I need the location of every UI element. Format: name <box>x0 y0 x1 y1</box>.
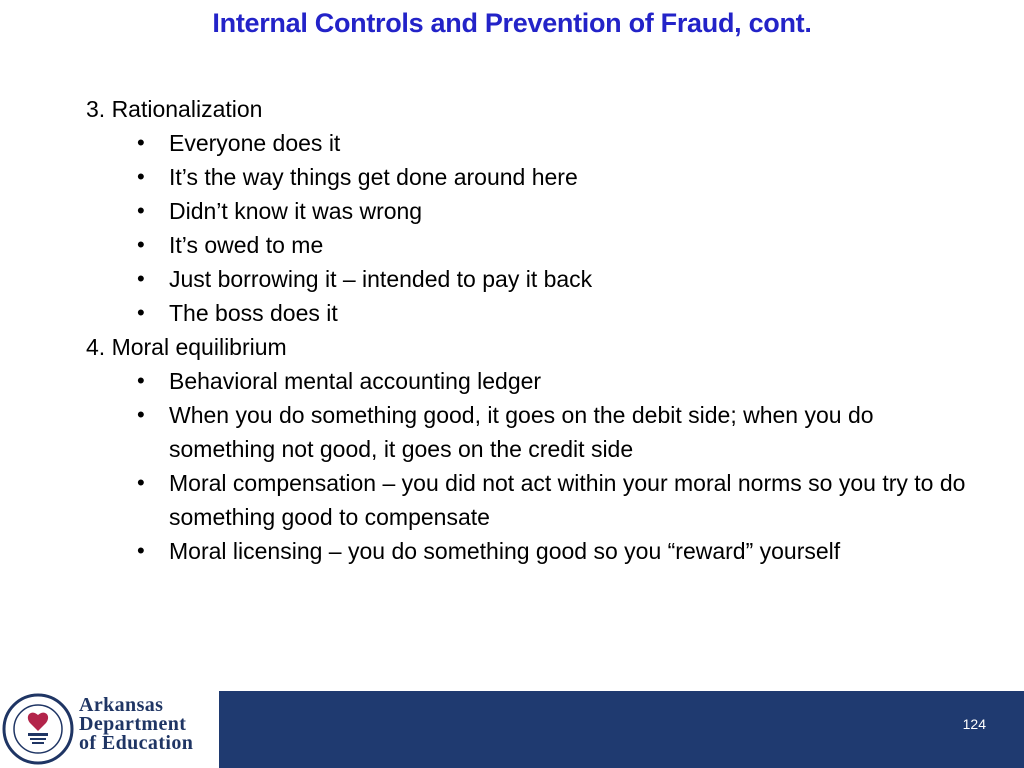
list-item: • Just borrowing it – intended to pay it back <box>169 262 966 296</box>
section-rationalization <box>86 92 966 330</box>
bullet-icon: • <box>137 164 145 189</box>
section-heading: 4. Moral equilibrium <box>86 334 287 360</box>
list-item: • When you do something good, it goes on the debit side; when you do something not good, it goes on the credit side <box>169 398 966 466</box>
bullet-icon: • <box>137 368 145 393</box>
bullet-list <box>86 126 966 330</box>
bullet-icon: • <box>137 266 145 291</box>
footer-bar <box>219 691 1024 768</box>
list-item: • Everyone does it <box>169 126 966 160</box>
bullet-icon: • <box>137 538 145 563</box>
list-item: • Behavioral mental accounting ledger <box>169 364 966 398</box>
list-item: • It’s the way things get done around here <box>169 160 966 194</box>
list-item: • The boss does it <box>169 296 966 330</box>
bullet-icon: • <box>137 198 145 223</box>
bullet-icon: • <box>137 232 145 257</box>
bullet-icon: • <box>137 470 145 495</box>
list-item: • Didn’t know it was wrong <box>169 194 966 228</box>
bullet-icon: • <box>137 300 145 325</box>
logo-wordmark: Arkansas Department of Education <box>79 694 194 754</box>
page-number: 124 <box>962 716 986 732</box>
list-item: • Moral compensation – you did not act within your moral norms so you try to do something good to compensate <box>169 466 966 534</box>
slide-content <box>86 92 966 568</box>
list-item: • Moral licensing – you do something good so you “reward” yourself <box>169 534 966 568</box>
section-moral-equilibrium <box>86 330 966 568</box>
department-logo <box>0 691 219 768</box>
bullet-list <box>86 364 966 568</box>
list-item: • It’s owed to me <box>169 228 966 262</box>
slide-title: Internal Controls and Prevention of Fraud, cont. <box>212 8 812 38</box>
section-heading: 3. Rationalization <box>86 96 263 122</box>
bullet-icon: • <box>137 402 145 427</box>
bullet-icon: • <box>137 130 145 155</box>
seal-icon <box>2 693 74 765</box>
